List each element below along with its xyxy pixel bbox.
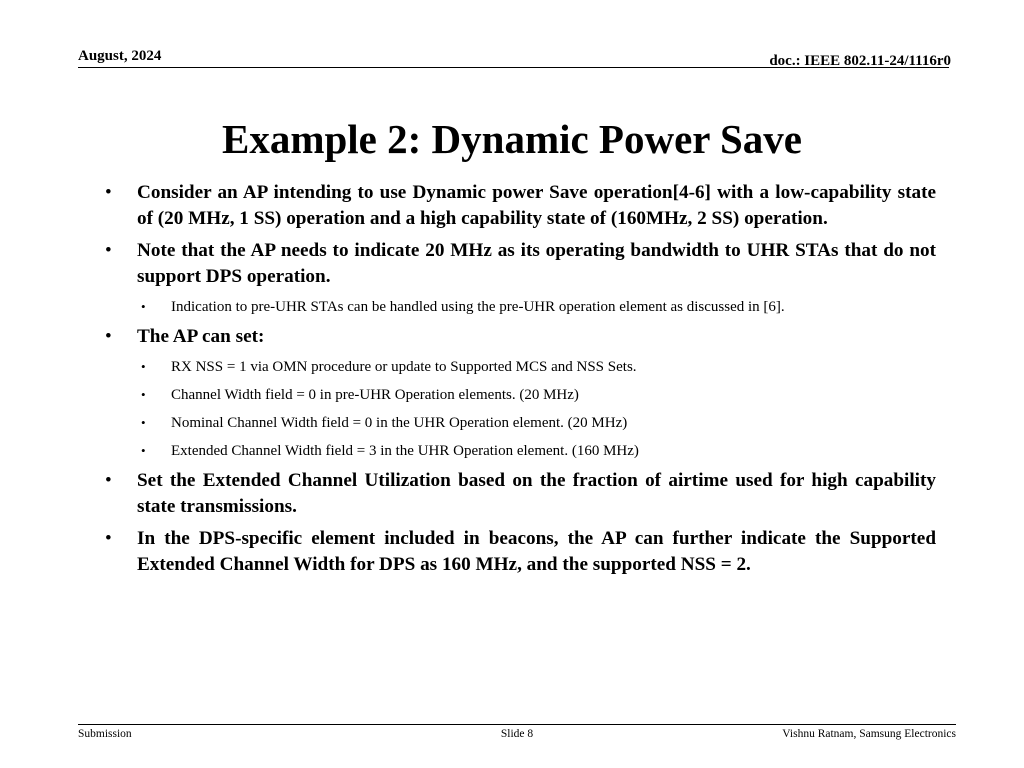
header-divider [78, 67, 949, 68]
bullet-item [105, 238, 936, 290]
bullet-dot-icon: • [105, 470, 112, 491]
slide-title: Example 2: Dynamic Power Save [221, 116, 802, 162]
bullet-text: Note that the AP needs to indicate 20 MHz as its operating bandwidth to UHR STAs that do not support DPS operation. [137, 240, 936, 287]
bullet-text: Consider an AP intending to use Dynamic power Save operation[4-6] with a low-capability state of (20 MHz, 1 SS) operation and a high capability state of (160MHz, 2 SS) operation. [137, 182, 936, 229]
bullet-dot-icon: • [105, 240, 112, 261]
bullet-item [105, 324, 936, 350]
bullet-text: Set the Extended Channel Utilization based on the fraction of airtime used for high capability state transmissions. [137, 470, 936, 517]
footer-author: Vishnu Ratnam, Samsung Electronics [782, 728, 956, 740]
sub-bullet-text: RX NSS = 1 via OMN procedure or update to Supported MCS and NSS Sets. [171, 359, 637, 375]
bullet-text: In the DPS-specific element included in beacons, the AP can further indicate the Supported Extended Channel Width for DPS as 160 MHz, and the supported NSS = 2. [137, 528, 936, 575]
sub-bullet-item [141, 384, 936, 406]
footer-slide-number: Slide 8 [500, 728, 534, 740]
sub-bullet-text: Nominal Channel Width field = 0 in the UHR Operation element. (20 MHz) [171, 415, 628, 431]
bullet-item [105, 180, 936, 232]
header-doc-id: doc.: IEEE 802.11-24/1116r0 [769, 53, 951, 69]
bullet-item [105, 468, 936, 520]
sub-bullet-dot-icon: • [141, 359, 146, 374]
sub-bullet-text: Indication to pre-UHR STAs can be handled using the pre-UHR operation element as discussed in [6]. [171, 299, 785, 315]
bullet-text: The AP can set: [137, 326, 265, 347]
bullet-dot-icon: • [105, 528, 112, 549]
sub-bullet-item [141, 356, 936, 378]
bullet-dot-icon: • [105, 182, 112, 203]
sub-bullet-text: Extended Channel Width field = 3 in the UHR Operation element. (160 MHz) [171, 443, 639, 459]
sub-bullet-item [141, 440, 936, 462]
footer-divider [78, 724, 956, 725]
bullet-dot-icon: • [105, 326, 112, 347]
sub-bullet-dot-icon: • [141, 415, 146, 430]
sub-bullet-dot-icon: • [141, 299, 146, 314]
sub-bullet-text: Channel Width field = 0 in pre-UHR Operation elements. (20 MHz) [171, 387, 579, 403]
sub-bullet-item [141, 296, 936, 318]
sub-bullet-dot-icon: • [141, 387, 146, 402]
bullet-item [105, 526, 936, 578]
sub-bullet-item [141, 412, 936, 434]
bullet-list [0, 180, 1024, 584]
footer-submission: Submission [78, 728, 132, 740]
header-date: August, 2024 [78, 48, 162, 64]
sub-bullet-dot-icon: • [141, 443, 146, 458]
